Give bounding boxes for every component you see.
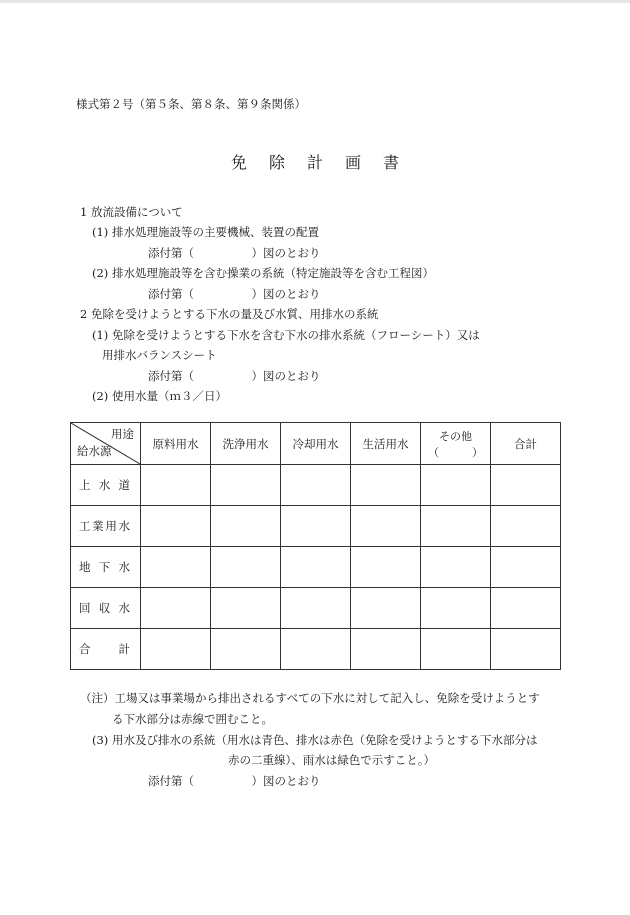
table-cell[interactable] (491, 588, 561, 629)
table-cell[interactable] (351, 547, 421, 588)
table-cell[interactable] (491, 506, 561, 547)
table-cell[interactable] (491, 629, 561, 670)
row-label: 工業用水 (71, 506, 141, 547)
table-cell[interactable] (351, 588, 421, 629)
corner-header-cell (71, 423, 141, 465)
note-line1: （注）工場又は事業場から排出されるすべての下水に対して記入し、免除を受けようとす (80, 691, 540, 705)
section1-item1: (1) 排水処理施設等の主要機械、装置の配置 (92, 225, 319, 239)
table-cell[interactable] (421, 465, 491, 506)
note-line2: る下水部分は赤線で囲むこと。 (112, 712, 273, 726)
table-cell[interactable] (281, 506, 351, 547)
table-cell[interactable] (141, 588, 211, 629)
table-cell[interactable] (141, 547, 211, 588)
section3-line2: 赤の二重線）、雨水は緑色で示すこと。） (228, 753, 435, 767)
col-header: 生活用水 (351, 423, 421, 465)
section2-item1-line1: (1) 免除を受けようとする下水を含む下水の排水系統（フローシート）又は (92, 328, 480, 342)
table-cell[interactable] (491, 465, 561, 506)
table-row (71, 547, 561, 588)
table-cell[interactable] (141, 465, 211, 506)
col-header-other (421, 423, 491, 465)
section2-heading: 2 免除を受けようとする下水の量及び水質、用排水の系統 (80, 307, 379, 321)
table-cell[interactable] (491, 547, 561, 588)
section1-item2: (2) 排水処理施設等を含む操業の系統（特定施設等を含む工程図） (92, 266, 434, 280)
table-cell[interactable] (281, 465, 351, 506)
water-usage-table (70, 422, 561, 670)
table-cell[interactable] (421, 547, 491, 588)
corner-source-label: 給水源 (77, 444, 112, 458)
section1-item2-attachment: 添付第（ ）図のとおり (148, 287, 321, 301)
col-header: 原料用水 (141, 423, 211, 465)
table-row (71, 629, 561, 670)
table-cell[interactable] (211, 506, 281, 547)
table-cell[interactable] (421, 629, 491, 670)
section1-item1-attachment: 添付第（ ）図のとおり (148, 246, 321, 260)
row-label: 地下水 (71, 547, 141, 588)
document-title: 免除計画書 (230, 153, 421, 172)
table-row (71, 465, 561, 506)
table-header-row (71, 423, 561, 465)
table-cell[interactable] (351, 629, 421, 670)
other-paren: （ ） (428, 445, 483, 459)
table-cell[interactable] (211, 547, 281, 588)
col-header-total: 合計 (491, 423, 561, 465)
form-number: 様式第２号（第５条、第８条、第９条関係） (76, 97, 306, 111)
col-header: 冷却用水 (281, 423, 351, 465)
table-row (71, 506, 561, 547)
corner-use-label: 用途 (111, 427, 134, 441)
section3-line1: (3) 用水及び排水の系統（用水は青色、排水は赤色（免除を受けようとする下水部分は (92, 733, 538, 747)
table-row (71, 588, 561, 629)
table-cell[interactable] (211, 588, 281, 629)
table-cell[interactable] (281, 547, 351, 588)
table-cell[interactable] (421, 506, 491, 547)
table-cell[interactable] (141, 506, 211, 547)
table-cell[interactable] (211, 629, 281, 670)
section2-item1-attachment: 添付第（ ）図のとおり (148, 369, 321, 383)
table-cell[interactable] (421, 588, 491, 629)
section3-attachment: 添付第（ ）図のとおり (148, 774, 321, 788)
row-label: 上水道 (71, 465, 141, 506)
row-label: 回収水 (71, 588, 141, 629)
table-cell[interactable] (281, 629, 351, 670)
section2-item2: (2) 使用水量（ｍ３／日） (92, 389, 227, 403)
table-cell[interactable] (351, 465, 421, 506)
table-cell[interactable] (211, 465, 281, 506)
col-header: 洗浄用水 (211, 423, 281, 465)
table-cell[interactable] (351, 506, 421, 547)
page-top-edge (0, 0, 630, 3)
table-cell[interactable] (281, 588, 351, 629)
section2-item1-line2: 用排水バランスシート (102, 348, 217, 362)
row-label: 合計 (71, 629, 141, 670)
other-label: その他 (439, 429, 472, 443)
table-cell[interactable] (141, 629, 211, 670)
section1-heading: 1 放流設備について (80, 205, 183, 219)
